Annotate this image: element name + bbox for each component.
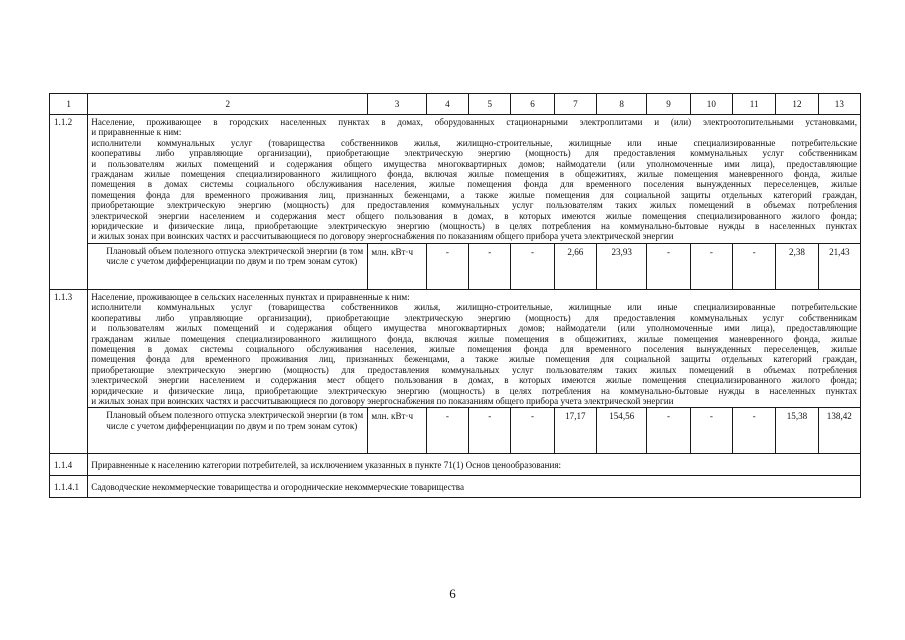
value-cell: -: [647, 408, 690, 454]
column-header: 2: [88, 94, 368, 115]
category-description: Садоводческие некоммерческие товарищества и огороднические некоммерческие товарищества: [88, 476, 861, 498]
description-line: и пользователям жилых помещений и содержания общего имущества многоквартирных домов; наймодатели (или уполномоченные ими лица), предоставляющие: [91, 323, 857, 334]
description-line: помещения в домах системы социального обслуживания населения, жилые помещения фонда для временного поселения вынужденных переселенцев, жилые: [91, 179, 857, 190]
description-line: Население, проживающее в сельских населенных пунктах и приравненные к ним:: [91, 291, 410, 302]
value-cell: 2,66: [554, 243, 596, 289]
category-row: [50, 289, 861, 407]
plan-row: [50, 243, 861, 289]
description-line: помещения фонда для временного проживания лиц, признанных беженцами, а также жилые помещения для социальной защиты отдельных категорий граждан,: [91, 189, 857, 200]
column-header: 5: [469, 94, 511, 115]
value-cell: -: [733, 243, 776, 289]
category-row: [50, 115, 861, 244]
tariff-table: [49, 93, 861, 498]
description-line: приобретающие электрическую энергию (мощность) для предоставления коммунальных услуг пользователям таких жилых помещений в объемах потребления: [91, 200, 857, 211]
value-cell: -: [690, 408, 732, 454]
row-number: 1.1.3: [50, 289, 88, 453]
description-line: приобретающие электрическую энергию (мощность) для предоставления коммунальных услуг пользователям таких жилых помещений в объемах потребления: [91, 364, 857, 375]
column-header: 8: [597, 94, 647, 115]
page-number: 6: [449, 586, 456, 601]
description-line: и приравненные к ним:: [91, 127, 182, 138]
value-cell: -: [511, 243, 554, 289]
value-cell: -: [511, 408, 554, 454]
description-line: гражданам жилые помещения специализированного жилищного фонда, включая жилые помещения в общежитиях, жилые помещения маневренного фонда, жилые: [91, 333, 857, 344]
value-cell: 23,93: [597, 243, 647, 289]
value-cell: -: [426, 243, 468, 289]
description-line: кооперативы либо управляющие организации), приобретающие электрическую энергию (мощность) для предоставления коммунальных услуг собственникам: [91, 312, 857, 323]
description-line: и жилых зонах при воинских частях и рассчитывающиеся по договору энергоснабжения по показаниям общего прибора учета электрической энергии: [91, 395, 674, 406]
description-line: Население, проживающее в городских населенных пунктах в домах, оборудованных стационарными электроплитами и (или) электроотопительными установками,: [91, 117, 857, 127]
description-line: и пользователям жилых помещений и содержания общего имущества многоквартирных домов; наймодатели (или уполномоченные ими лица), предоставляющие: [91, 158, 857, 169]
description-line: исполнители коммунальных услуг (товарищества собственников жилья, жилищно-строительные, жилищные или иные специализированные потребительские: [91, 137, 857, 148]
category-description: Приравненные к населению категории потребителей, за исключением указанных в пункте 71(1) Основ ценообразования:: [88, 454, 861, 476]
column-header: 12: [776, 94, 818, 115]
description-line: юридические и физические лица, приобретающие электрическую энергию (мощность) в целях потребления на коммунально-бытовые нужды в населенных пунктах: [91, 385, 857, 396]
description-line: электрической энергии населением и содержания мест общего пользования в домах, в которых имеются жилые помещения специализированного жилого фонда;: [91, 375, 857, 386]
column-header: 10: [690, 94, 732, 115]
description-line: исполнители коммунальных услуг (товарищества собственников жилья, жилищно-строительные, жилищные или иные специализированные потребительские: [91, 302, 857, 313]
description-line: юридические и физические лица, приобретающие электрическую энергию (мощность) в целях потребления на коммунально-бытовые нужды в населенных пунктах: [91, 221, 857, 232]
column-header: 6: [511, 94, 554, 115]
value-cell: -: [426, 408, 468, 454]
plan-label: Плановый объем полезного отпуска электрической энергии (в том числе с учетом дифференциации по двум и по трем зонам суток): [88, 408, 368, 454]
table-body: [50, 94, 861, 498]
column-header: 11: [733, 94, 776, 115]
row-number: 1.1.4: [50, 454, 88, 476]
category-description: [88, 115, 861, 244]
description-line: помещения фонда для временного проживания лиц, признанных беженцами, а также жилые помещения для социальной защиты отдельных категорий граждан,: [91, 354, 857, 365]
category-row: [50, 476, 861, 498]
value-cell: -: [647, 243, 690, 289]
description-line: гражданам жилые помещения специализированного жилищного фонда, включая жилые помещения в общежитиях, жилые помещения маневренного фонда, жилые: [91, 169, 857, 180]
description-line: и жилых зонах при воинских частях и рассчитывающиеся по договору энергоснабжения по показаниям общего прибора учета электрической энергии: [91, 231, 674, 242]
unit-cell: млн. кВт·ч: [368, 243, 426, 289]
description-line: кооперативы либо управляющие организации), приобретающие электрическую энергию (мощность) для предоставления коммунальных услуг собственникам: [91, 148, 857, 159]
column-header: 4: [426, 94, 468, 115]
value-cell: 15,38: [776, 408, 818, 454]
category-description: [88, 289, 861, 407]
column-header: 3: [368, 94, 426, 115]
value-cell: 138,42: [818, 408, 860, 454]
value-cell: 21,43: [818, 243, 860, 289]
row-number: 1.1.2: [50, 115, 88, 290]
description-line: помещения в домах системы социального обслуживания населения, жилые помещения фонда для временного поселения вынужденных переселенцев, жилые: [91, 343, 857, 354]
row-number: 1.1.4.1: [50, 476, 88, 498]
unit-cell: млн. кВт·ч: [368, 408, 426, 454]
value-cell: 2,38: [776, 243, 818, 289]
category-row: [50, 454, 861, 476]
column-header: 7: [554, 94, 596, 115]
value-cell: -: [469, 408, 511, 454]
description-line: электрической энергии населением и содержания мест общего пользования в домах, в которых имеются жилые помещения специализированного жилого фонда;: [91, 210, 857, 221]
value-cell: -: [690, 243, 732, 289]
column-header: 9: [647, 94, 690, 115]
column-header: 13: [818, 94, 860, 115]
value-cell: -: [469, 243, 511, 289]
value-cell: 154,56: [597, 408, 647, 454]
value-cell: -: [733, 408, 776, 454]
value-cell: 17,17: [554, 408, 596, 454]
plan-label: Плановый объем полезного отпуска электрической энергии (в том числе с учетом дифференциации по двум и по трем зонам суток): [88, 243, 368, 289]
header-row: [50, 94, 861, 115]
column-header: 1: [50, 94, 88, 115]
plan-row: [50, 408, 861, 454]
